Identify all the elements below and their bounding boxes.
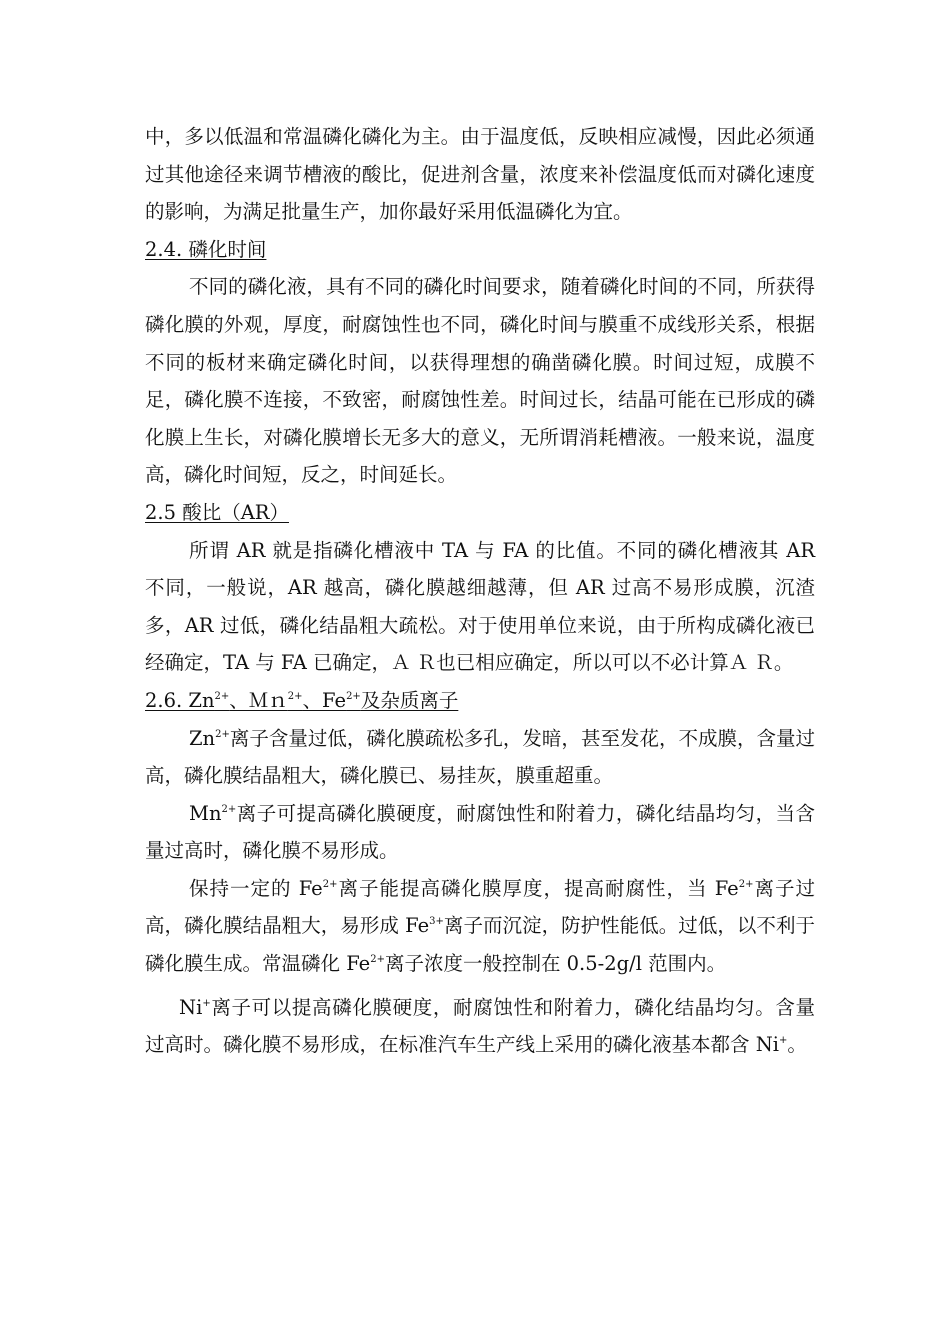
superscript: 3+ bbox=[429, 916, 444, 928]
text-run: 离子而沉淀，防护性能低。过低，以不利于磷化膜生成。常温磷化 Fe bbox=[145, 914, 815, 976]
superscript: 2+ bbox=[287, 690, 303, 702]
superscript: 2+ bbox=[346, 690, 361, 702]
document-body bbox=[145, 118, 815, 1064]
superscript: 2+ bbox=[370, 954, 385, 966]
heading-text: 2.4. 磷化时间 bbox=[145, 237, 267, 261]
paragraph-zinc bbox=[145, 720, 815, 795]
text-run: 离子浓度一般控制在 0.5-2g/l 范围内。 bbox=[384, 952, 727, 976]
ion-symbol: Ni bbox=[179, 995, 203, 1019]
paragraph-acid-ratio: 所谓 AR 就是指磷化槽液中 TA 与 FA 的比值。不同的磷化槽液其 AR 不同，一般说，AR 越高，磷化膜越细越薄，但 AR 过高不易形成膜，沉渣多，AR 过低，磷化结晶粗大疏松。对于使用单位来说，由于所构成磷化液已经确定，TA 与 FA 已确定，Ａ Ｒ也已相应确定，所以可以不必计算Ａ Ｒ。 bbox=[145, 538, 815, 675]
paragraph-iron bbox=[145, 870, 815, 983]
text-run: 离子过高，磷化膜结晶粗大，易形成 Fe bbox=[145, 876, 815, 938]
text-run: 。 bbox=[787, 1033, 807, 1057]
section-heading-2-6 bbox=[145, 682, 815, 720]
superscript: 2+ bbox=[221, 803, 237, 815]
paragraph-temperature: 中，多以低温和常温磷化磷化为主。由于温度低，反映相应减慢，因此必须通过其他途径来调节槽液的酸比，促进剂含量，浓度来补偿温度低而对磷化速度的影响，为满足批量生产，加你最好采用低温磷化为宜。 bbox=[145, 125, 815, 224]
paragraph-manganese bbox=[145, 795, 815, 870]
superscript: 2+ bbox=[215, 728, 230, 740]
superscript: + bbox=[202, 997, 211, 1009]
paragraph-text: 离子含量过低，磷化膜疏松多孔，发暗，甚至发花，不成膜，含量过高，磷化膜结晶粗大，磷化膜已、易挂灰，膜重超重。 bbox=[145, 726, 815, 788]
paragraph-phosphating-time: 不同的磷化液，具有不同的磷化时间要求，随着磷化时间的不同，所获得磷化膜的外观，厚度，耐腐蚀性也不同，磷化时间与膜重不成线形关系，根据不同的板材来确定磷化时间，以获得理想的确凿磷化膜。时间过短，成膜不足，磷化膜不连接，不致密，耐腐蚀性差。时间过长，结晶可能在已形成的磷化膜上生长，对磷化膜增长无多大的意义，无所谓消耗槽液。一般来说，温度高，磷化时间短，反之，时间延长。 bbox=[145, 275, 815, 487]
superscript: 2+ bbox=[322, 878, 338, 890]
text-run: 离子可以提高磷化膜硬度，耐腐蚀性和附着力，磷化结晶均匀。含量过高时。磷化膜不易形成，在标准汽车生产线上采用的磷化液基本都含 Ni bbox=[145, 995, 815, 1057]
heading-part: 、Ｍｎ bbox=[229, 688, 288, 712]
heading-part: 、Fe bbox=[302, 688, 347, 712]
section-heading-2-5 bbox=[145, 494, 815, 532]
heading-part: 及杂质离子 bbox=[360, 688, 459, 712]
heading-part: 2.6. Zn bbox=[145, 688, 215, 712]
ion-symbol: Zn bbox=[189, 726, 216, 750]
paragraph-nickel bbox=[145, 989, 815, 1064]
superscript: 2+ bbox=[214, 690, 230, 702]
section-heading-2-4 bbox=[145, 231, 815, 269]
superscript: + bbox=[779, 1035, 788, 1047]
paragraph-text: 离子可提高磷化膜硬度，耐腐蚀性和附着力，磷化结晶均匀，当含量过高时，磷化膜不易形成。 bbox=[145, 801, 815, 863]
text-run: 保持一定的 Fe bbox=[189, 876, 323, 900]
superscript: 2+ bbox=[738, 878, 754, 890]
heading-text: 2.5 酸比（AR） bbox=[145, 500, 289, 524]
text-run: 离子能提高磷化膜厚度，提高耐腐性，当 Fe bbox=[337, 876, 739, 900]
ion-symbol: Mn bbox=[189, 801, 222, 825]
heading-text bbox=[145, 689, 458, 712]
